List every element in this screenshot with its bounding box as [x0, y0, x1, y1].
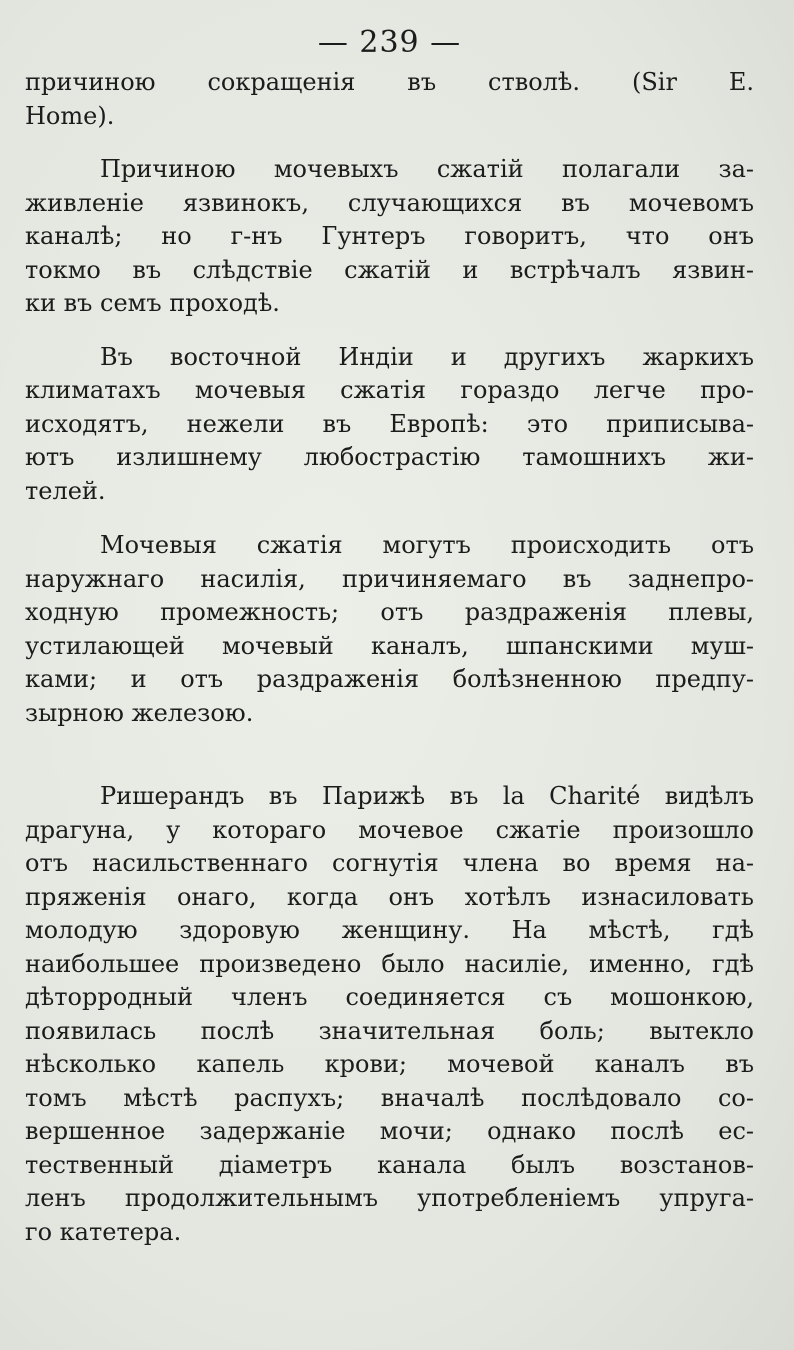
text-line: ки въ семъ проходѣ. [25, 289, 280, 317]
text-line: молодую здоровую женщину. На мѣстѣ, гдѣ [25, 916, 754, 944]
text-line: ютъ излишнему любострастію тамошнихъ жи- [25, 443, 754, 471]
text-line: Ришерандъ въ Парижѣ въ la Charité видѣлъ [100, 782, 754, 810]
text-line: зырною железою. [25, 698, 254, 727]
paragraph-1 [25, 66, 754, 133]
paragraph-2 [25, 153, 754, 321]
text-line: отъ насильственнаго согнутія члена во время на- [25, 849, 754, 877]
paragraph-4 [25, 529, 754, 730]
text-line: климатахъ мочевыя сжатія гораздо легче про- [25, 376, 754, 404]
paragraph-5 [25, 780, 754, 1249]
text-line: Причиною мочевыхъ сжатій полагали за- [100, 155, 754, 183]
text-line: тественный діаметръ канала былъ возстанов- [25, 1150, 754, 1179]
text-line: ками; и отъ раздраженія болѣзненною предпу- [25, 665, 754, 693]
text-line: каналѣ; но г-нъ Гунтеръ говоритъ, что онъ [25, 222, 754, 250]
text-line: вершенное задержаніе мочи; однако послѣ ес- [25, 1117, 754, 1145]
text-line: томъ мѣстѣ распухъ; вначалѣ послѣдовало со- [25, 1083, 754, 1112]
text-line: го катетера. [25, 1217, 182, 1246]
text-line: драгуна, у котораго мочевое сжатіе произошло [25, 815, 754, 844]
text-line: устилающей мочевый каналъ, шпанскими муш- [25, 631, 754, 660]
text-line: наибольшее произведено было насиліе, именно, гдѣ [25, 949, 754, 978]
text-line: телей. [25, 476, 106, 505]
text-line: нѣсколько капель крови; мочевой каналъ въ [25, 1050, 754, 1078]
text-line: Въ восточной Индіи и другихъ жаркихъ [100, 342, 754, 371]
text-line: дѣторродный членъ соединяется съ мошонкою, [25, 983, 754, 1011]
text-line: токмо въ слѣдствіе сжатій и встрѣчалъ язвин- [25, 255, 754, 284]
text-line: ленъ продолжительнымъ употребленіемъ упруга- [25, 1184, 754, 1212]
text-line: Мочевыя сжатія могутъ происходить отъ [100, 531, 754, 559]
text-line: ходную промежность; отъ раздраженія плевы, [25, 598, 754, 626]
text-line: живленіе язвинокъ, случающихся въ мочевомъ [25, 188, 754, 217]
text-line: пряженія онаго, когда онъ хотѣлъ изнасиловать [25, 882, 754, 911]
text-line: исходятъ, нежели въ Европѣ: это приписыва- [25, 409, 754, 438]
page-number: — 239 — [317, 25, 462, 60]
paragraph-3 [25, 341, 754, 509]
text-line: Home). [25, 101, 115, 130]
text-line: наружнаго насилія, причиняемаго въ заднепро- [25, 564, 754, 593]
text-line: причиною сокращенія въ стволѣ. (Sir E. [25, 68, 754, 96]
text-line: появилась послѣ значительная боль; вытекло [25, 1016, 754, 1045]
